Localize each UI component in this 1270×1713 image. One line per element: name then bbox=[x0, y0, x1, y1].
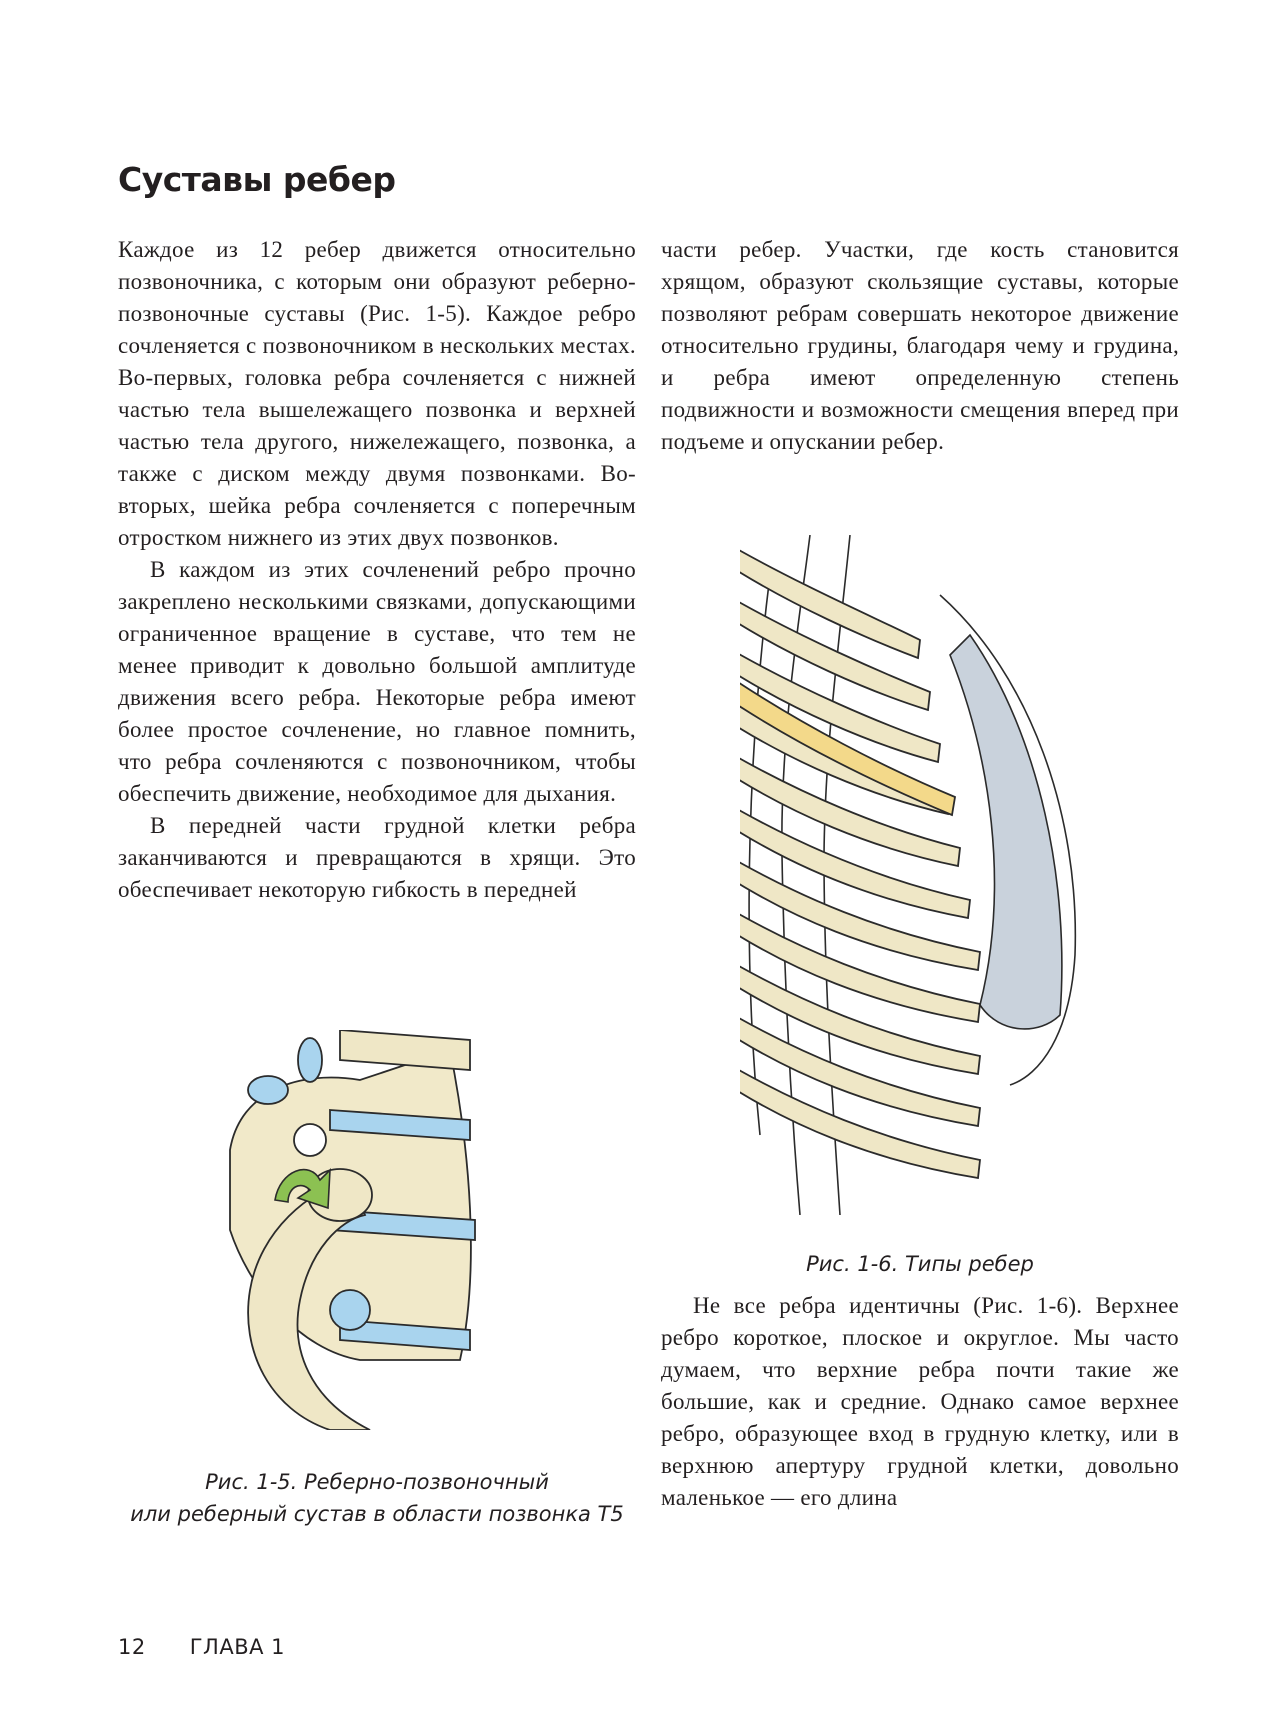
chapter-label: ГЛАВА 1 bbox=[189, 1635, 286, 1659]
right-column-bottom bbox=[661, 1290, 1179, 1514]
paragraph-2: В каждом из этих сочленений ребро прочно закреплено несколькими связками, допускающими ограниченное вращение в суставе, что тем не менее приводит к довольно большой амплитуде движения всего ребра. Некоторые ребра имеют более простое сочленение, но главное помнить, что ребра сочленяются с позвоночником, чтобы обеспечить движение, необходимое для дыхания. bbox=[118, 557, 636, 806]
paragraph-1: Каждое из 12 ребер движется относительно позвоночника, с которым они образуют реберно-позвоночные суставы (Рис. 1-5). Каждое ребро сочленяется с позвоночником в нескольких местах. Во-первых, головка ребра сочленяется с нижней частью тела вышележащего позвонка и верхней частью тела другого, нижележащего, позвонка, а также с диском между двумя позвонками. Во-вторых, шейка ребра сочленяется с поперечным отростком нижнего из этих двух позвонков. bbox=[118, 237, 636, 550]
ribs-group bbox=[740, 545, 980, 1178]
left-column bbox=[118, 234, 636, 906]
costovertebral-joint-illustration bbox=[220, 1030, 500, 1430]
section-heading: Суставы ребер bbox=[118, 160, 396, 199]
figure-1-5-caption-line-1: Рис. 1-5. Реберно-позвоночный bbox=[205, 1470, 549, 1494]
paragraph-3: В передней части грудной клетки ребра заканчиваются и превращаются в хрящи. Это обеспечивает некоторую гибкость в передней bbox=[118, 813, 636, 902]
cartilage-group bbox=[950, 635, 1062, 1029]
right-column-top bbox=[661, 234, 1179, 458]
figure-1-5-caption bbox=[118, 1466, 636, 1530]
page-footer bbox=[118, 1635, 285, 1659]
paragraph-4: части ребер. Участки, где кость становится хрящом, образуют скользящие суставы, которые позволяют ребрам совершать некоторое движение относительно грудины, благодаря чему и грудина, и ребра имеют определенную степень подвижности и возможности смещения вперед при подъеме и опускании ребер. bbox=[661, 237, 1179, 454]
figure-1-5-caption-line-2: или реберный сустав в области позвонка T5 bbox=[130, 1502, 624, 1526]
figure-1-6-caption: Рис. 1-6. Типы ребер bbox=[806, 1252, 1034, 1276]
page-number: 12 bbox=[118, 1635, 146, 1659]
rib-cage-illustration bbox=[740, 535, 1110, 1215]
paragraph-5: Не все ребра идентичны (Рис. 1-6). Верхнее ребро короткое, плоское и округлое. Мы часто думаем, что верхние ребра почти такие же большие, как и средние. Однако самое верхнее ребро, образующее вход в грудную клетку, или в верхнюю апертуру грудной клетки, довольно маленькое — его длина bbox=[661, 1293, 1179, 1510]
